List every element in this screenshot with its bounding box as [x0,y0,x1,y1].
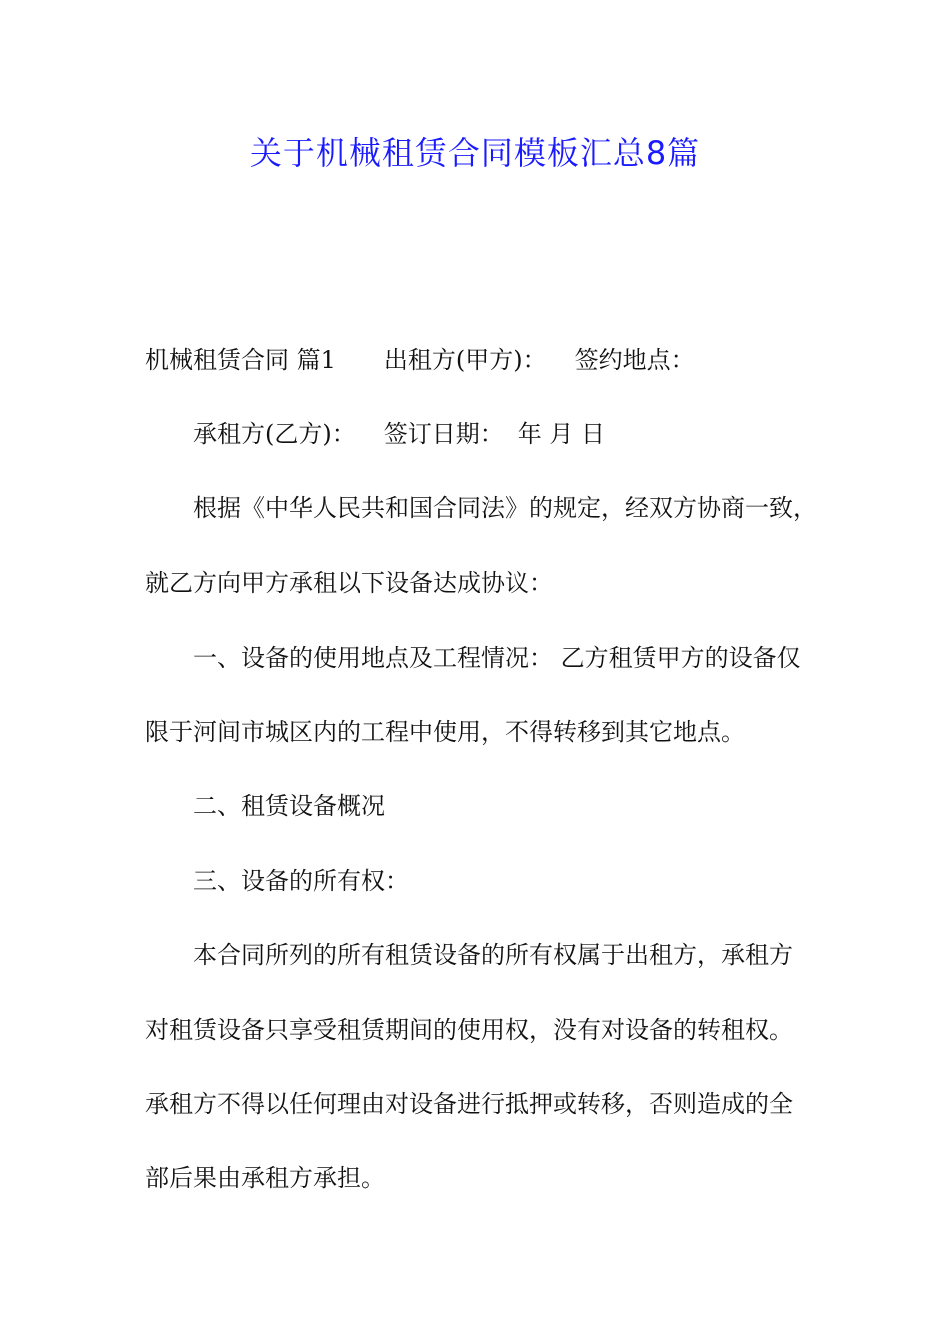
paragraph-line: 对租赁设备只享受租赁期间的使用权，没有对设备的转租权。 [145,1016,793,1044]
contract-name: 机械租赁合同 篇1 [145,346,336,374]
section-heading: 三、设备的所有权： [193,867,409,895]
lessor-label: 出租方(甲方)： [383,346,547,374]
paragraph-line: 根据《中华人民共和国合同法》的规定，经双方协商一致， [193,494,817,522]
paragraph-line: 部后果由承租方承担。 [145,1164,385,1192]
paragraph-line: 限于河间市城区内的工程中使用，不得转移到其它地点。 [145,718,745,746]
paragraph-line: 承租方不得以任何理由对设备进行抵押或转移，否则造成的全 [145,1090,793,1118]
contract-header-line [145,340,825,380]
paragraph-line: 一、设备的使用地点及工程情况： 乙方租赁甲方的设备仅 [193,644,801,672]
sign-place-label: 签约地点： [574,346,695,374]
paragraph-line: 就乙方向甲方承租以下设备达成协议： [145,569,553,597]
section-heading: 二、租赁设备概况 [193,792,385,820]
date-fields: 年 月 日 [517,420,605,448]
lessee-line [193,414,873,454]
document-title: 关于机械租赁合同模板汇总8篇 [249,134,701,172]
paragraph-line: 本合同所列的所有租赁设备的所有权属于出租方，承租方 [193,941,793,969]
lessee-label: 承租方(乙方)： [193,420,356,448]
sign-date-label: 签订日期： [383,420,504,448]
